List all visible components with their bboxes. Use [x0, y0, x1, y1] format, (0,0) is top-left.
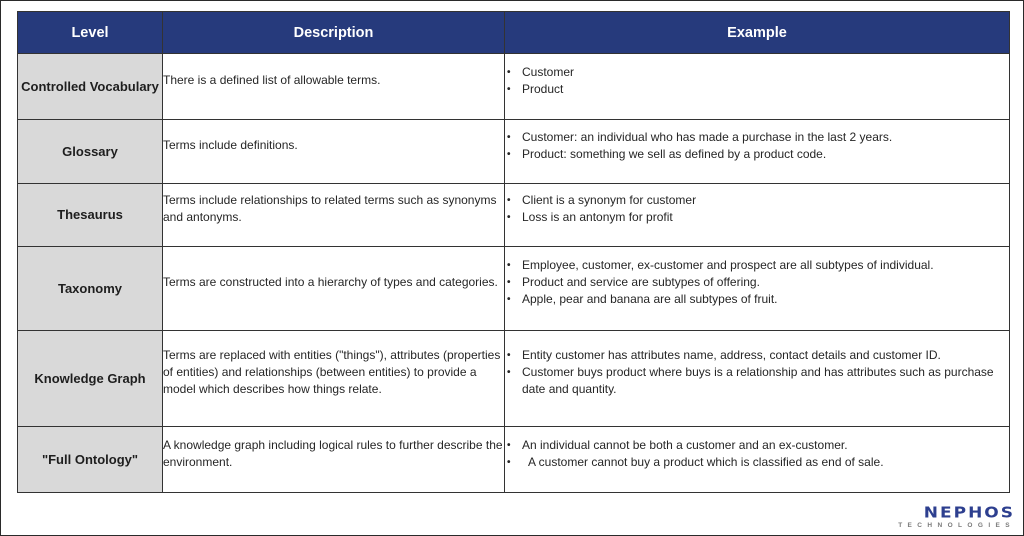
example-cell: [505, 54, 1010, 120]
table-row-controlled-vocabulary: [18, 54, 1010, 120]
bullet-icon: •: [507, 456, 511, 468]
level-cell: Taxonomy: [18, 247, 163, 331]
example-list: [505, 192, 1009, 226]
header-example: Example: [505, 12, 1010, 54]
example-item: • Customer: an individual who has made a purchase in the last 2 years.: [507, 129, 893, 144]
example-item: • Apple, pear and banana are all subtypes of fruit.: [507, 292, 778, 306]
example-item: • Product: something we sell as defined by a product code.: [507, 146, 827, 161]
description-text: There is a defined list of allowable terms.: [163, 73, 381, 87]
example-item: • Customer: [507, 64, 575, 79]
example-item: • An individual cannot be both a customer and an ex-customer.: [507, 437, 848, 452]
header-description: Description: [163, 12, 505, 54]
table-row-taxonomy: [18, 247, 1010, 331]
description-text: Terms are constructed into a hierarchy of types and categories.: [163, 275, 498, 289]
bullet-icon: •: [507, 195, 511, 206]
description-cell: [163, 54, 505, 120]
bullet-icon: •: [507, 367, 511, 378]
description-cell: [163, 331, 505, 427]
example-cell: [505, 184, 1010, 247]
description-text: Terms include definitions.: [163, 138, 298, 152]
description-cell: [163, 427, 505, 493]
level-cell: Glossary: [18, 120, 163, 184]
example-cell: [505, 331, 1010, 427]
bullet-icon: •: [507, 260, 511, 271]
bullet-icon: •: [507, 439, 511, 451]
semantic-levels-table: [17, 11, 1010, 493]
nephos-logo: [893, 505, 1015, 531]
description-text: Terms are replaced with entities ("things"), attributes (properties of entities) and relationships (between entities) to provide a model which describes how things relate.: [163, 348, 501, 396]
example-item: • Loss is an antonym for profit: [507, 210, 673, 224]
bullet-icon: •: [507, 350, 511, 361]
example-item: • Client is a synonym for customer: [507, 193, 697, 207]
bullet-icon: •: [507, 66, 511, 78]
level-cell: "Full Ontology": [18, 427, 163, 493]
example-list: [505, 437, 1009, 471]
level-cell: Knowledge Graph: [18, 331, 163, 427]
example-item: • Product and service are subtypes of offering.: [507, 275, 760, 289]
level-cell: Controlled Vocabulary: [18, 54, 163, 120]
table-row-knowledge-graph: [18, 331, 1010, 427]
description-cell: [163, 247, 505, 331]
description-cell: [163, 184, 505, 247]
description-text: A knowledge graph including logical rules to further describe the environment.: [163, 437, 503, 469]
example-cell: [505, 247, 1010, 331]
header-level: Level: [18, 12, 163, 54]
description-text: Terms include relationships to related terms such as synonyms and antonyms.: [163, 193, 497, 224]
bullet-icon: •: [507, 148, 511, 160]
example-cell: [505, 427, 1010, 493]
example-item: • Entity customer has attributes name, address, contact details and customer ID.: [507, 348, 941, 362]
example-list: [505, 129, 1009, 163]
example-item: • Customer buys product where buys is a relationship and has attributes such as purchase date and quantity.: [507, 365, 994, 396]
example-item: • Employee, customer, ex-customer and prospect are all subtypes of individual.: [507, 258, 934, 272]
bullet-icon: •: [507, 212, 511, 223]
bullet-icon: •: [507, 294, 511, 305]
table-row-thesaurus: [18, 184, 1010, 247]
example-list: [505, 257, 1009, 308]
example-item: • A customer cannot buy a product which is classified as end of sale.: [507, 454, 884, 469]
bullet-icon: •: [507, 83, 511, 95]
example-list: [505, 64, 1009, 98]
table-row-full-ontology: [18, 427, 1010, 493]
example-cell: [505, 120, 1010, 184]
example-list: [505, 347, 1009, 398]
level-cell: Thesaurus: [18, 184, 163, 247]
example-item: • Product: [507, 81, 564, 96]
table-row-glossary: [18, 120, 1010, 184]
description-cell: [163, 120, 505, 184]
logo-brand: NEPHOS: [923, 504, 1015, 523]
bullet-icon: •: [507, 131, 511, 143]
bullet-icon: •: [507, 277, 511, 288]
table-header-row: [18, 12, 1010, 54]
logo-subtitle: TECHNOLOGIES: [898, 522, 1015, 529]
